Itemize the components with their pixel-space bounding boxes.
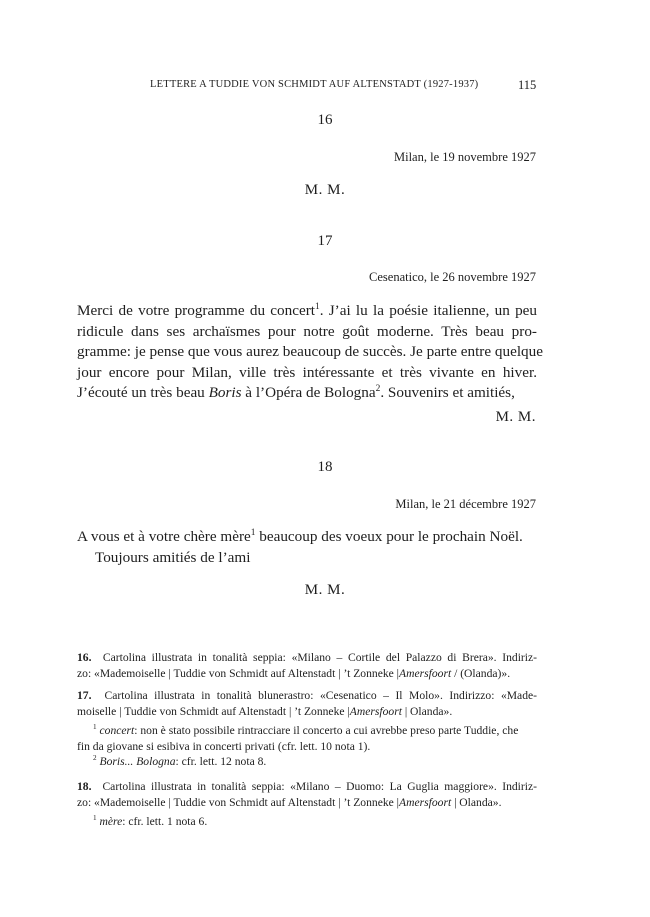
note-16-line-2: zo: «Mademoiselle | Tuddie von Schmidt auf Altenstadt | ’t Zonneke |Amersfoort / (Olanda)». <box>77 666 511 680</box>
letter-17-line-1: Merci de votre programme du concert$^1$. J’ai lu la poésie italienne, un peu <box>77 301 538 319</box>
note-17 <box>77 688 537 770</box>
letter-number-18: 18 <box>317 459 333 475</box>
page-number: 115 <box>518 78 537 92</box>
signature-17: M. M. <box>495 409 536 425</box>
dateline-16: Milan, le 19 novembre 1927 <box>394 150 536 164</box>
running-head: LETTERE A TUDDIE VON SCHMIDT AUF ALTENSTADT (1927-1937) <box>150 79 479 90</box>
letter-17-line-2: ridicule dans ses archaïsmes pour notre goût moderne. Très beau pro- <box>77 322 537 340</box>
letter-17-line-4: jour encore pour Milan, ville très intéressante et très vivante en hiver. <box>77 363 537 381</box>
note-16 <box>77 650 537 681</box>
note-17-line-2: moiselle | Tuddie von Schmidt auf Altenstadt | ’t Zonneke |Amersfoort | Olanda». <box>77 704 453 718</box>
letter-18-line-2: Toujours amitiés de l’ami <box>95 548 251 566</box>
signature-18: M. M. <box>304 582 346 598</box>
letter-body-17 <box>77 301 543 404</box>
note-17-line-1: 17. Cartolina illustrata in tonalità blunerastro: «Cesenatico – Il Molo». Indirizzo: «Made- <box>77 689 538 702</box>
letter-body-18 <box>77 527 537 568</box>
note-17-sub-1: $^1$ concert: non è stato possibile rintracciare il concerto a cui avrebbe preso parte Tuddie, che <box>93 723 519 737</box>
letter-17-line-5: J’écouté un très beau Boris à l’Opéra de Bologna$^2$. Souvenirs et amitiés, <box>77 383 515 401</box>
letter-18-line-1: A vous et à votre chère mère$^1$ beaucoup des voeux pour le prochain Noël. <box>77 527 523 545</box>
letter-number-16: 16 <box>317 112 333 128</box>
note-18-line-1: 18. Cartolina illustrata in tonalità seppia: «Milano – Duomo: La Guglia maggiore». Indiriz- <box>77 780 537 793</box>
note-16-line-1: 16. Cartolina illustrata in tonalità seppia: «Milano – Cortile del Palazzo di Brera». Indiriz- <box>77 651 538 664</box>
dateline-17: Cesenatico, le 26 novembre 1927 <box>369 270 536 284</box>
note-18-line-2: zo: «Mademoiselle | Tuddie von Schmidt auf Altenstadt | ’t Zonneke |Amersfoort | Olanda». <box>77 795 502 809</box>
note-18 <box>77 779 537 830</box>
letter-number-17: 17 <box>317 233 333 249</box>
note-17-sub-2: $^2$ Boris... Bologna: cfr. lett. 12 nota 8. <box>93 754 267 768</box>
note-18-sub-1: $^1$ mère: cfr. lett. 1 nota 6. <box>93 814 208 828</box>
letter-17-line-3: gramme: je pense que vous aurez beaucoup de succès. Je parte entre quelque <box>77 343 543 360</box>
note-17-sub-1-cont: fin da giovane si esibiva in concerti privati (cfr. lett. 10 nota 1). <box>77 739 371 753</box>
signature-16: M. M. <box>304 182 346 198</box>
dateline-18: Milan, le 21 décembre 1927 <box>395 497 536 511</box>
